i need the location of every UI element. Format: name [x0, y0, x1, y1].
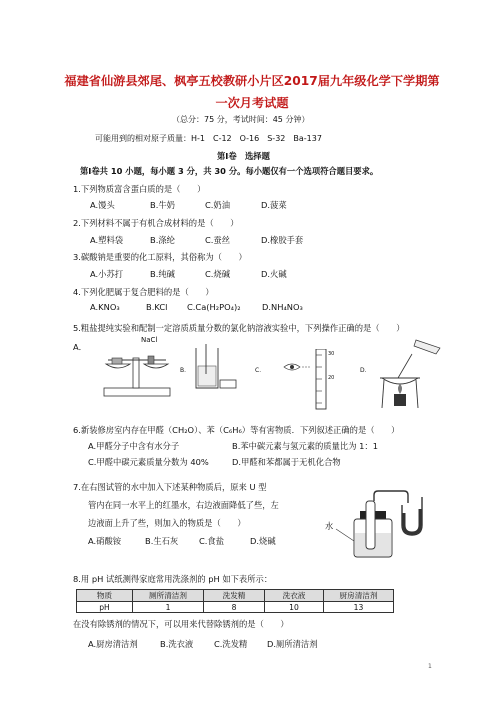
q7-option-b: B.生石灰 [145, 536, 179, 546]
q1-option-a: A.馒头 [90, 200, 115, 210]
table-cell: 8 [204, 602, 265, 613]
table-header-cell: 洗发精 [204, 590, 265, 602]
q6-option-a: A.甲醛分子中含有水分子 [88, 441, 180, 451]
q5-stem: 5.粗盐提纯实验和配制一定溶质质量分数的氯化钠溶液实验中，下列操作正确的是（ ） [73, 323, 405, 333]
q1-option-d: D.菠菜 [261, 200, 287, 210]
q4-option-a: A.KNO₃ [90, 302, 120, 312]
q5-option-b: B． [180, 367, 191, 374]
q5-option-d: D． [360, 367, 371, 374]
q8-stem: 8.用 pH 试纸测得家庭常用洗涤剂的 pH 如下表所示： [73, 574, 273, 584]
q8-option-a: A.厨房清洁剂 [88, 639, 138, 649]
table-row [77, 590, 394, 602]
ph-table [76, 589, 394, 613]
section-desc: 第Ⅰ卷共 10 小题，每小题 3 分，共 30 分。每小题仅有一个选项符合题目要求。 [80, 166, 379, 176]
score-time: （总分：75 分，考试时间：45 分钟） [172, 115, 310, 124]
evaporation-figure [376, 338, 446, 410]
q2-option-a: A.塑料袋 [90, 235, 124, 245]
q3-option-b: B.纯碱 [150, 269, 175, 279]
q8-option-b: B.洗衣液 [160, 639, 194, 649]
q7-option-d: D.烧碱 [250, 536, 276, 546]
u-tube-figure [330, 487, 430, 559]
q2-option-d: D.橡胶手套 [261, 235, 304, 245]
table-header-cell: 厨房清洁剂 [324, 590, 394, 602]
q4-stem: 4.下列化肥属于复合肥料的是（ ） [73, 287, 214, 297]
q6-stem: 6.新装修房室内存在甲醛（CH₂O）、苯（C₆H₆）等有害物质．下列叙述正确的是（ ） [73, 425, 400, 435]
section-title: 第Ⅰ卷 选择题 [217, 151, 270, 161]
q6-option-d: D.甲醛和苯都属于无机化合物 [232, 457, 341, 467]
q7-option-c: C.食盐 [199, 536, 225, 546]
q7-stem-line3: 边液面上升了些，则加入的物质是（ ） [88, 518, 246, 528]
page-number: 1 [428, 663, 432, 670]
cylinder-mark-30: 30 [328, 351, 335, 357]
table-cell: 1 [133, 602, 204, 613]
water-label: 水 [325, 521, 334, 531]
q1-option-c: C.奶油 [205, 200, 231, 210]
table-header-cell: 物质 [77, 590, 133, 602]
q5-option-a: A． [73, 342, 87, 352]
q7-stem-line1: 7.在右图试管的水中加入下述某种物质后，原来 U 型 [73, 482, 267, 492]
q4-option-c: C.Ca(H₂PO₄)₂ [187, 302, 241, 312]
cylinder-mark-20: 20 [328, 375, 335, 381]
q2-option-c: C.蚕丝 [205, 235, 231, 245]
q3-option-d: D.火碱 [261, 269, 287, 279]
q8-option-c: C.洗发精 [214, 639, 248, 649]
q3-option-a: A.小苏打 [90, 269, 124, 279]
q1-option-b: B.牛奶 [150, 200, 175, 210]
q1-stem: 1.下列物质富含蛋白质的是（ ） [73, 184, 206, 194]
q4-option-d: D.NH₄NO₃ [262, 302, 303, 312]
balance-scale-figure [100, 336, 174, 400]
table-row [77, 602, 394, 613]
doc-title-line2: 一次月考试题 [215, 96, 289, 110]
beaker-figure [184, 344, 240, 394]
table-row-label: pH [77, 602, 133, 613]
table-header-cell: 洗衣液 [265, 590, 324, 602]
q6-option-b: B.苯中碳元素与氢元素的质量比为 1：1 [232, 441, 378, 451]
q6-option-c: C.甲醛中碳元素质量分数为 40% [88, 457, 209, 467]
doc-title-line1: 福建省仙游县郊尾、枫亭五校教研小片区2017届九年级化学下学期第 [64, 74, 440, 88]
q3-option-c: C.烧碱 [205, 269, 231, 279]
nacl-label: NaCl [141, 336, 158, 344]
q8-followup: 在没有除锈剂的情况下，可以用来代替除锈剂的是（ ） [73, 619, 289, 629]
q7-stem-line2: 管内在同一水平上的红墨水，右边液面降低了些，左 [88, 500, 279, 510]
q2-stem: 2.下列材料不属于有机合成材料的是（ ） [73, 218, 239, 228]
table-cell: 10 [265, 602, 324, 613]
q3-stem: 3.碳酸钠是重要的化工原料，其俗称为（ ） [73, 252, 247, 262]
q2-option-b: B.涤纶 [150, 235, 175, 245]
q8-option-d: D.厕所清洁剂 [267, 639, 318, 649]
table-cell: 13 [324, 602, 394, 613]
q5-option-c: C． [255, 367, 266, 374]
q7-option-a: A.硝酸铵 [88, 536, 122, 546]
q4-option-b: B.KCl [146, 302, 168, 312]
atomic-masses: 可能用到的相对原子质量：H-1 C-12 O-16 S-32 Ba-137 [95, 134, 322, 143]
table-header-cell: 厕所清洁剂 [133, 590, 204, 602]
